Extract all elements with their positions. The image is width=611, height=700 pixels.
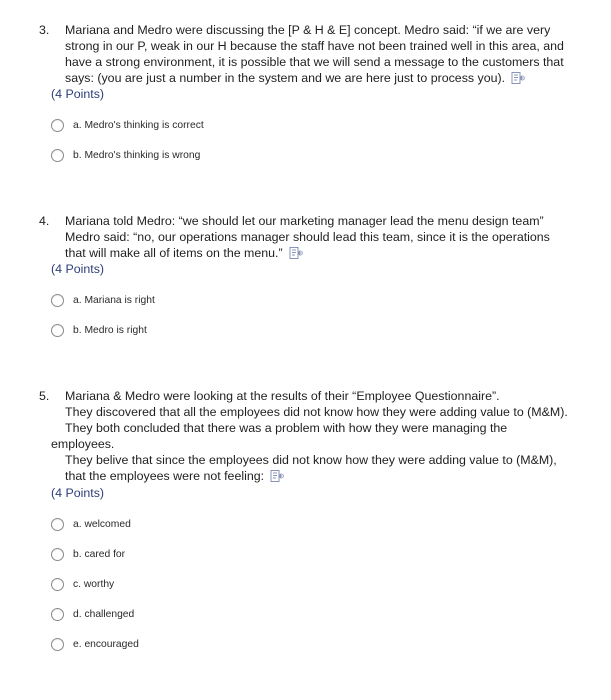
- question-text-line-last: that will make all of items on the menu.”: [65, 245, 304, 261]
- option-label: c. worthy: [73, 578, 115, 590]
- radio-button[interactable]: [51, 548, 64, 561]
- radio-button[interactable]: [51, 149, 64, 162]
- option-label: d. challenged: [73, 608, 135, 620]
- option-e[interactable]: [51, 636, 139, 652]
- question-number: 5.: [39, 389, 50, 403]
- option-d[interactable]: [51, 606, 134, 622]
- question-text-line-last: that the employees were not feeling:: [65, 468, 285, 484]
- option-label: e. encouraged: [73, 638, 139, 650]
- option-a[interactable]: [51, 292, 155, 308]
- immersive-reader-icon[interactable]: [270, 469, 285, 483]
- option-a[interactable]: [51, 516, 131, 532]
- radio-button[interactable]: [51, 324, 64, 337]
- option-label: a. Mariana is right: [73, 294, 155, 306]
- option-b[interactable]: [51, 322, 147, 338]
- option-b[interactable]: [51, 546, 125, 562]
- question-text-line: Mariana & Medro were looking at the results of their “Employee Questionnaire”.: [65, 389, 500, 403]
- question-number: 4.: [39, 214, 50, 228]
- question-text-line: Medro said: “no, our operations manager should lead this team, since it is the operations: [65, 230, 550, 244]
- radio-button[interactable]: [51, 119, 64, 132]
- option-label: b. Medro is right: [73, 324, 147, 336]
- question-text-line: have a strong environment, it is possible that we will send a message to the customers that: [65, 55, 564, 69]
- radio-button[interactable]: [51, 578, 64, 591]
- question-text-line: They discovered that all the employees did not know how they were adding value to (M&M).: [65, 405, 568, 419]
- question-text-line: They belive that since the employees did not know how they were adding value to (M&M),: [65, 453, 557, 467]
- radio-button[interactable]: [51, 638, 64, 651]
- option-label: a. welcomed: [73, 518, 131, 530]
- question-text-line: Mariana and Medro were discussing the [P & H & E] concept. Medro said: “if we are very: [65, 23, 551, 37]
- option-label: b. cared for: [73, 548, 126, 560]
- question-points: (4 Points): [51, 486, 105, 500]
- option-c[interactable]: [51, 576, 114, 592]
- immersive-reader-icon[interactable]: [511, 71, 526, 85]
- option-label: a. Medro's thinking is correct: [73, 119, 204, 131]
- radio-button[interactable]: [51, 608, 64, 621]
- radio-button[interactable]: [51, 518, 64, 531]
- question-points: (4 Points): [51, 87, 105, 101]
- option-a[interactable]: [51, 117, 204, 133]
- option-label: b. Medro's thinking is wrong: [73, 149, 201, 161]
- option-b[interactable]: [51, 147, 200, 163]
- question-text-line: Mariana told Medro: “we should let our marketing manager lead the menu design team”: [65, 214, 544, 228]
- immersive-reader-icon[interactable]: [289, 246, 304, 260]
- question-number: 3.: [39, 23, 50, 37]
- question-text-line: employees.: [51, 437, 115, 451]
- question-text-line-last: says: (you are just a number in the system and we are here just to process you).: [65, 70, 526, 86]
- question-points: (4 Points): [51, 262, 105, 276]
- radio-button[interactable]: [51, 294, 64, 307]
- question-text-line: strong in our P, weak in our H because the staff have not been trained well in this area, and: [65, 39, 564, 53]
- question-text-line: They both concluded that there was a problem with how they were managing the: [65, 421, 508, 435]
